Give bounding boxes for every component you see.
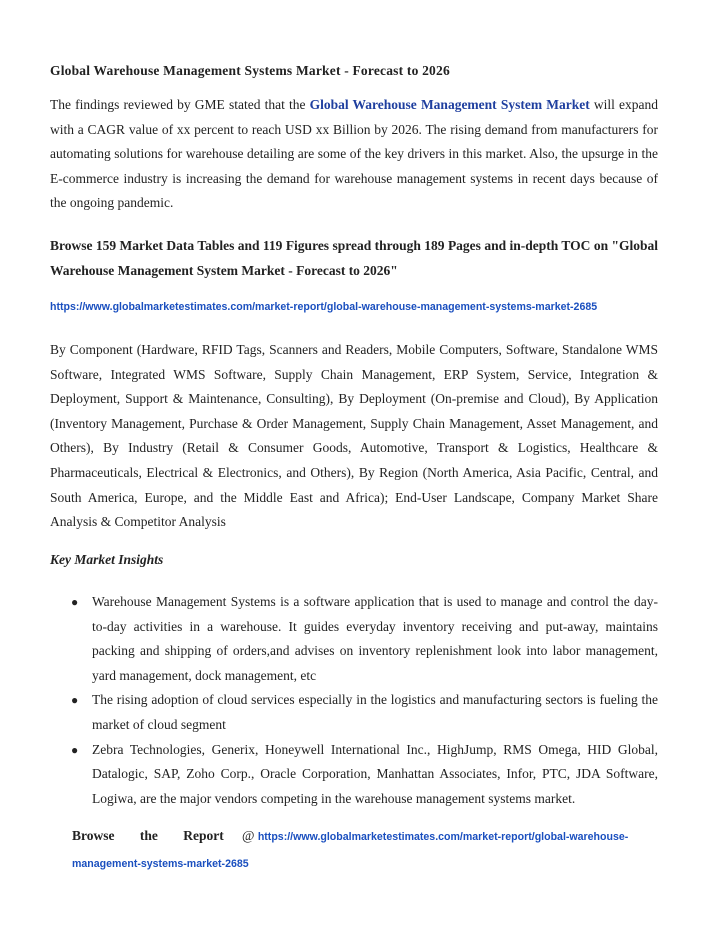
browse-heading: Browse 159 Market Data Tables and 119 Figures spread through 189 Pages and in-depth TOC on "Global Warehouse Management System Market - Forecast to 2026" bbox=[50, 238, 658, 278]
bullet-icon: ● bbox=[71, 595, 79, 609]
intro-text-before: The findings reviewed by GME stated that the bbox=[50, 97, 310, 112]
intro-text-after: will expand with a CAGR value of xx percent to reach USD xx Billion by 2026. The rising demand from manufacturers for automating solutions for warehouse detailing are some of the key drivers in this market. Also, the upsurge in the E-commerce industry is increasing the demand for warehouse management systems in recent days because of the ongoing pandemic. bbox=[50, 97, 658, 211]
browse-report-label: Browse the Report bbox=[72, 828, 224, 843]
document-title: Global Warehouse Management Systems Market - Forecast to 2026 bbox=[50, 63, 450, 78]
list-item bbox=[71, 590, 658, 688]
list-item-text: The rising adoption of cloud services especially in the logistics and manufacturing sectors is fueling the market of cloud segment bbox=[92, 692, 658, 732]
list-item-text: Zebra Technologies, Generix, Honeywell International Inc., HighJump, RMS Omega, HID Global, Datalogic, SAP, Zoho Corp., Oracle Corporation, Manhattan Associates, Infor, PTC, JDA Software, Logiwa, are the major vendors competing in the warehouse management systems market. bbox=[92, 741, 658, 806]
browse-report-line bbox=[72, 823, 658, 877]
segmentation-paragraph: By Component (Hardware, RFID Tags, Scanners and Readers, Mobile Computers, Software, Standalone WMS Software, Integrated WMS Software, Supply Chain Management, ERP System, Service, Integration & Deployment, Support & Maintenance, Consulting), By Deployment (On-premise and Cloud), By Application (Inventory Management, Purchase & Order Management, Supply Chain Management, Asset Management, and Others), By Industry (Retail & Consumer Goods, Automotive, Transport & Logistics, Healthcare & Pharmaceuticals, Electrical & Electronics, and Others), By Region (North America, Asia Pacific, Central, and South America, Europe, and the Middle East and Africa); End-User Landscape, Company Market Share Analysis & Competitor Analysis bbox=[50, 342, 658, 530]
insights-list bbox=[71, 590, 658, 811]
bullet-icon: ● bbox=[71, 742, 79, 757]
key-insights-heading: Key Market Insights bbox=[50, 552, 164, 567]
bullet-icon: ● bbox=[71, 693, 79, 708]
intro-paragraph bbox=[50, 93, 658, 216]
list-item bbox=[71, 688, 658, 737]
market-name-highlight: Global Warehouse Management System Market bbox=[309, 97, 590, 112]
list-item bbox=[71, 738, 658, 812]
browse-report-link[interactable]: https://www.globalmarketestimates.com/market-report/global-warehouse-management-systems-market-2685 bbox=[72, 831, 629, 870]
at-sign: @ bbox=[242, 828, 255, 843]
list-item-text: Warehouse Management Systems is a software application that is used to manage and control the day-to-day activities in a warehouse. It guides everyday inventory receiving and put-away, maintains packing and shipping of orders,and advises on inventory replenishment look into labor management, yard management, dock management, etc bbox=[92, 594, 658, 683]
report-link[interactable]: https://www.globalmarketestimates.com/market-report/global-warehouse-management-systems-market-2685 bbox=[50, 301, 598, 313]
